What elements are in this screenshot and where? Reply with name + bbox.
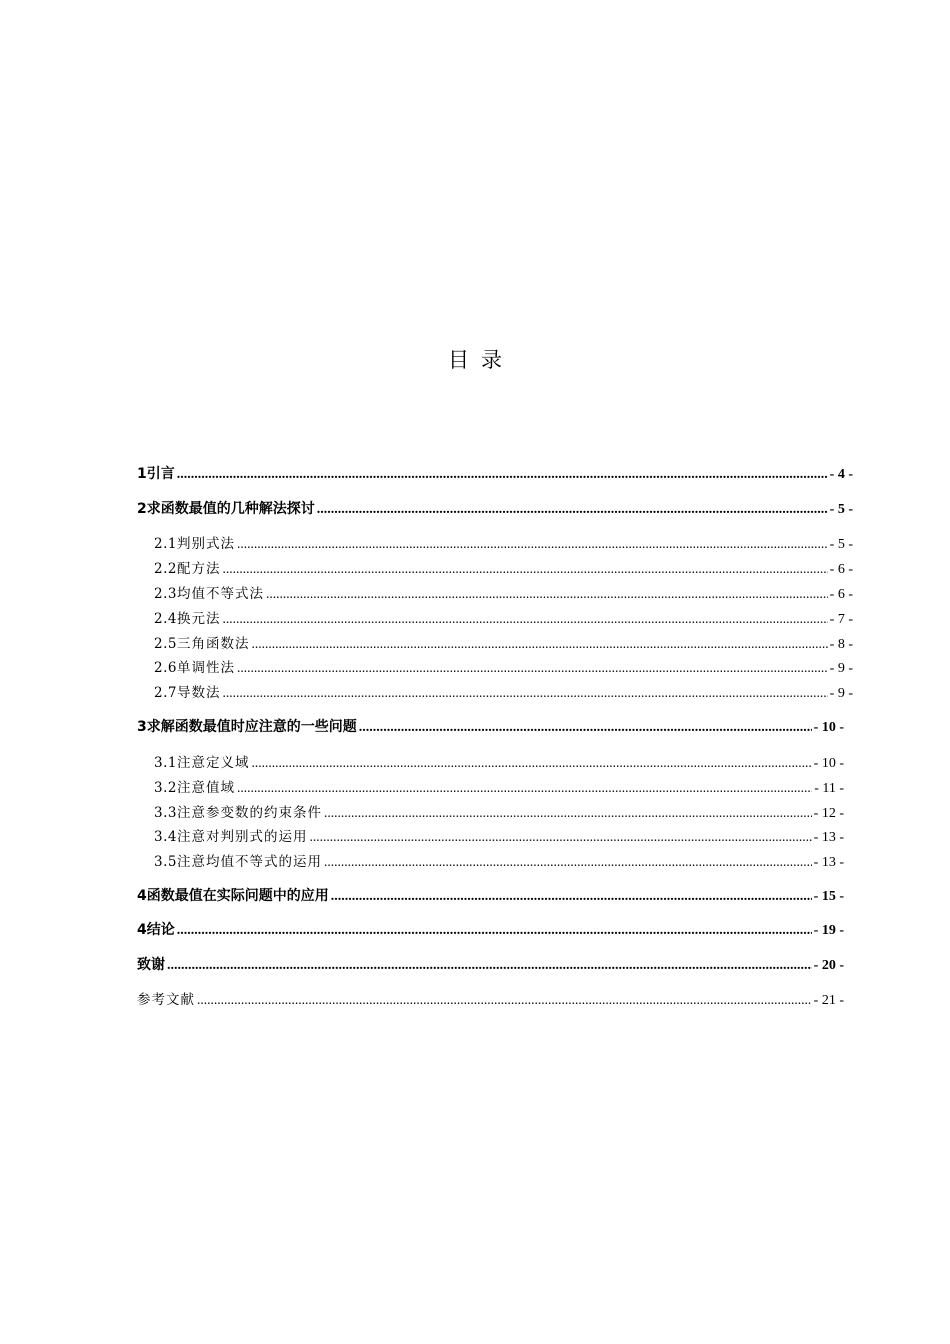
toc-entry[interactable] <box>154 751 844 772</box>
toc-entry[interactable] <box>154 825 844 846</box>
dot-leader <box>237 660 828 676</box>
toc-entry[interactable] <box>154 850 844 871</box>
toc-entry-page: - 19 - <box>813 923 844 938</box>
toc-entry-number: 3.1 <box>154 755 177 771</box>
page-title: 目录 <box>448 348 514 372</box>
dot-leader <box>317 502 828 518</box>
toc-entry-label: 引言 <box>146 466 175 482</box>
toc-entry[interactable] <box>137 988 844 1009</box>
toc-entry-label: 注意定义域 <box>176 755 250 771</box>
toc-entry-label: 致谢 <box>137 957 165 973</box>
dot-leader <box>222 685 827 701</box>
toc-entry-label: 注意参变数的约束条件 <box>176 805 322 821</box>
toc-entry-label: 注意值域 <box>176 780 235 796</box>
dot-leader <box>167 958 812 974</box>
toc-entry-label: 配方法 <box>176 561 221 577</box>
toc-entry-number: 2 <box>137 501 147 517</box>
toc-entry-label: 均值不等式法 <box>176 586 264 602</box>
toc-entry[interactable] <box>154 801 844 822</box>
dot-leader <box>237 536 828 552</box>
toc-entry-page: - 13 - <box>813 830 844 845</box>
dot-leader <box>197 992 812 1008</box>
toc-entry-number: 3 <box>137 719 147 735</box>
toc-entry[interactable] <box>137 954 844 974</box>
dot-leader <box>177 923 812 939</box>
toc-entry-number: 2.6 <box>154 660 177 676</box>
toc-entry[interactable] <box>154 681 853 702</box>
toc-entry-page: - 11 - <box>814 781 844 796</box>
toc-entry-page: - 12 - <box>813 806 844 821</box>
toc-entry[interactable] <box>154 632 853 653</box>
toc-entry-label: 注意对判别式的运用 <box>176 829 308 845</box>
toc-entry[interactable] <box>154 557 853 578</box>
dot-leader <box>222 561 827 577</box>
dot-leader <box>266 586 828 602</box>
toc-entry-label: 函数最值在实际问题中的应用 <box>146 888 329 904</box>
dot-leader <box>331 889 812 905</box>
toc-entry-number: 4 <box>137 888 147 904</box>
toc-entry-page: - 5 - <box>829 537 853 552</box>
toc-entry-page: - 9 - <box>829 686 853 701</box>
toc-entry-page: - 21 - <box>813 993 844 1008</box>
toc-entry-label: 注意均值不等式的运用 <box>176 854 322 870</box>
toc-entry-number: 2.2 <box>154 561 177 577</box>
toc-entry-page: - 7 - <box>829 612 853 627</box>
dot-leader <box>177 467 828 483</box>
toc-entry[interactable] <box>154 582 853 603</box>
toc-entry-number: 1 <box>137 466 147 482</box>
toc-entry[interactable] <box>137 885 844 905</box>
toc-entry-number: 2.1 <box>154 536 177 552</box>
dot-leader <box>309 829 811 845</box>
toc-entry-label: 求解函数最值时应注意的一些问题 <box>146 719 357 735</box>
dot-leader <box>324 854 812 870</box>
toc-entry[interactable] <box>137 716 844 736</box>
dot-leader <box>359 720 812 736</box>
toc-entry-number: 3.4 <box>154 829 177 845</box>
toc-entry-label: 三角函数法 <box>176 636 250 652</box>
dot-leader <box>251 755 811 771</box>
toc-entry[interactable] <box>154 532 853 553</box>
toc-entry-label: 单调性法 <box>176 660 235 676</box>
toc-entry[interactable] <box>137 498 853 518</box>
toc-entry-page: - 6 - <box>829 587 853 602</box>
toc-entry-page: - 20 - <box>813 958 844 973</box>
dot-leader <box>324 805 812 821</box>
toc-entry[interactable] <box>137 463 853 483</box>
toc-entry[interactable] <box>154 607 853 628</box>
toc-entry-label: 参考文献 <box>137 992 195 1008</box>
toc-entry-page: - 4 - <box>829 467 853 482</box>
dot-leader <box>222 611 827 627</box>
toc-entry[interactable] <box>137 919 844 939</box>
toc-entry-number: 3.3 <box>154 805 177 821</box>
dot-leader <box>237 780 812 796</box>
toc-entry[interactable] <box>154 776 844 797</box>
toc-entry-number: 4 <box>137 922 147 938</box>
toc-entry-page: - 8 - <box>829 637 853 652</box>
toc-entry-page: - 10 - <box>813 756 844 771</box>
toc-entry-label: 判别式法 <box>176 536 235 552</box>
toc-entry-number: 2.4 <box>154 611 177 627</box>
toc-entry-label: 求函数最值的几种解法探讨 <box>146 501 315 517</box>
toc-entry-label: 导数法 <box>176 685 221 701</box>
toc-entry[interactable] <box>154 656 853 677</box>
toc-entry-page: - 10 - <box>813 720 844 735</box>
toc-entry-number: 2.7 <box>154 685 177 701</box>
toc-entry-page: - 9 - <box>829 661 853 676</box>
toc-entry-label: 结论 <box>146 922 175 938</box>
toc-entry-number: 2.3 <box>154 586 177 602</box>
toc-entry-page: - 15 - <box>813 889 844 904</box>
toc-entry-number: 2.5 <box>154 636 177 652</box>
toc-entry-number: 3.5 <box>154 854 177 870</box>
toc-entry-number: 3.2 <box>154 780 177 796</box>
toc-entry-label: 换元法 <box>176 611 221 627</box>
toc-entry-page: - 13 - <box>813 855 844 870</box>
dot-leader <box>251 636 827 652</box>
toc-entry-page: - 5 - <box>829 502 853 517</box>
toc-entry-page: - 6 - <box>829 562 853 577</box>
